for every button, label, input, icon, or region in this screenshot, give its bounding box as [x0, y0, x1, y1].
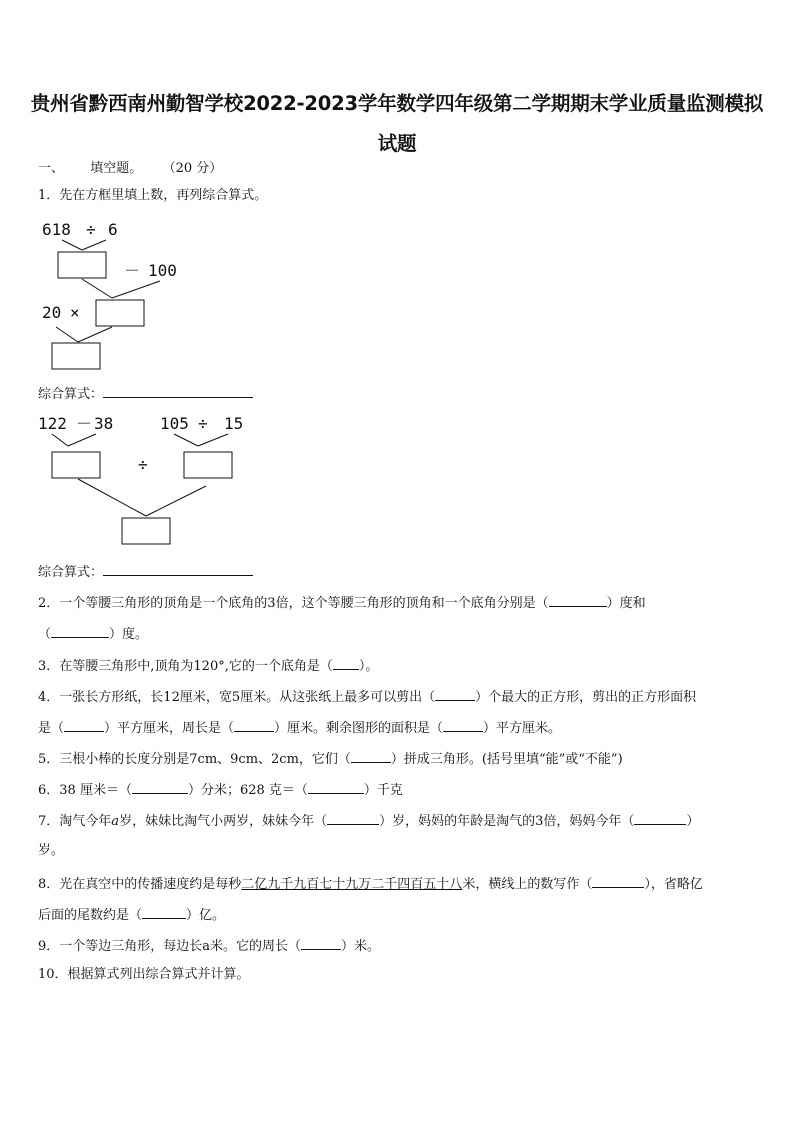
question-number: 9．	[38, 939, 60, 954]
section-name: 填空题。	[90, 161, 143, 176]
formula-label: 综合算式：	[38, 565, 104, 580]
diagram-number: 20	[42, 303, 62, 322]
question-2-cont	[38, 623, 758, 644]
diagram-number: 15	[224, 414, 244, 433]
answer-blank[interactable]	[51, 623, 109, 638]
page-title-line2: 试题	[377, 132, 417, 155]
connector-line	[68, 434, 96, 446]
question-text: ）亿。	[186, 908, 226, 923]
question-4-cont	[38, 717, 758, 738]
multiply-sign: ×	[70, 303, 80, 322]
connector-line	[78, 479, 146, 516]
answer-blank[interactable]	[308, 779, 364, 794]
question-text: 一个等边三角形，每边长a米。它的周长（	[59, 939, 302, 954]
connector-line	[78, 327, 112, 342]
connector-line	[82, 240, 106, 250]
answer-box[interactable]	[184, 452, 232, 478]
connector-line	[56, 327, 78, 342]
question-number: 3．	[38, 659, 60, 674]
answer-blank[interactable]	[435, 686, 475, 701]
connector-line	[52, 434, 68, 446]
question-text: ），省略亿	[644, 877, 703, 892]
question-5	[38, 748, 758, 769]
question-text: ）厘米。剩余图形的面积是（	[274, 721, 444, 736]
answer-blank[interactable]	[443, 717, 483, 732]
question-text: ）米。	[341, 939, 381, 954]
question-text: 38 厘米＝（	[59, 783, 132, 798]
connector-line	[112, 281, 160, 298]
question-text: ）。	[358, 659, 379, 674]
question-text: 光在真空中的传播速度约是每秒	[59, 877, 242, 892]
question-text: 岁。	[38, 843, 65, 858]
question-value: 3	[267, 596, 276, 611]
answer-blank[interactable]	[333, 655, 359, 670]
question-text: 岁，妹妹比淘气小两岁，妹妹今年（	[119, 814, 328, 829]
section-points: （20 分）	[162, 161, 223, 176]
question-text: 在等腰三角形中,顶角为120°,它的一个底角是（	[59, 659, 333, 674]
question-number: 6．	[38, 783, 60, 798]
page-title: 贵州省黔西南州勤智学校2022-2023学年数学四年级第二学期期末学业质量监测模拟	[30, 92, 764, 115]
question-text: 三根小棒的长度分别是7cm、9cm、2cm，它们（	[59, 752, 351, 767]
question-9	[38, 935, 758, 956]
connector-line	[198, 434, 228, 446]
question-number: 5．	[38, 752, 60, 767]
underlined-number-text: 二亿九千九百七十九万二千四百五十八	[241, 877, 463, 892]
question-text: ）岁，妈妈的年龄是淘气的3倍，妈妈今年（	[379, 814, 635, 829]
question-value: 5	[231, 690, 241, 705]
diagram-number: 38	[94, 414, 114, 433]
question-value: 12	[163, 690, 180, 705]
formula-label: 综合算式：	[38, 387, 104, 402]
answer-blank[interactable]	[234, 717, 274, 732]
formula-answer-line[interactable]	[103, 561, 253, 576]
answer-blank[interactable]	[351, 748, 391, 763]
answer-box[interactable]	[52, 343, 100, 369]
question-text: ）度和	[606, 596, 646, 611]
question-7	[38, 810, 758, 831]
divide-sign: ÷	[138, 455, 148, 474]
section-number: 一、	[38, 161, 65, 176]
question-text: ）	[686, 814, 700, 829]
minus-sign: －	[124, 261, 141, 280]
question-text: 淘气今年	[59, 814, 112, 829]
question-text: ）千克	[363, 783, 403, 798]
question-8-cont	[38, 904, 758, 925]
divide-sign: ÷	[198, 414, 208, 433]
question-6	[38, 779, 758, 800]
question-text: 后面的尾数约是（	[38, 908, 143, 923]
question-number: 8．	[38, 877, 60, 892]
diagram-number: 618	[42, 220, 71, 239]
question-text: 米，横线上的数写作（	[462, 877, 593, 892]
question-text: （	[38, 627, 52, 642]
answer-box[interactable]	[122, 518, 170, 544]
question-text: 倍，这个等腰三角形的顶角和一个底角分别是（	[275, 596, 549, 611]
answer-box[interactable]	[96, 300, 144, 326]
question-text: ）拼成三角形。(括号里填“能”或“不能”)	[390, 752, 623, 767]
question-4	[38, 686, 758, 707]
divide-sign: ÷	[86, 220, 96, 239]
diagram-number: 100	[148, 261, 177, 280]
question-text: ）平方厘米，周长是（	[104, 721, 235, 736]
answer-blank[interactable]	[549, 592, 607, 607]
answer-blank[interactable]	[64, 717, 104, 732]
answer-box[interactable]	[58, 252, 106, 278]
question-3	[38, 655, 758, 676]
connector-line	[62, 240, 82, 250]
answer-blank[interactable]	[634, 810, 686, 825]
question-text: 一张长方形纸，长	[59, 690, 164, 705]
question-number: 2．	[38, 596, 60, 611]
question-10	[38, 966, 758, 984]
connector-line	[146, 486, 206, 516]
variable-a: a	[111, 814, 120, 829]
question-text: 厘米，宽	[179, 690, 232, 705]
answer-blank[interactable]	[132, 779, 188, 794]
answer-blank[interactable]	[327, 810, 379, 825]
formula-row-2	[38, 561, 758, 582]
diagram-number: 122	[38, 414, 67, 433]
question-number: 1．	[38, 188, 60, 203]
question-text: ）平方厘米。	[483, 721, 562, 736]
question-text: 一个等腰三角形的顶角是一个底角的	[59, 596, 268, 611]
question-7-cont	[38, 842, 758, 860]
question-text: ）度。	[109, 627, 149, 642]
minus-sign: －	[76, 414, 93, 433]
formula-answer-line[interactable]	[103, 383, 253, 398]
question-text: 根据算式列出综合算式并计算。	[67, 967, 250, 982]
formula-row-1	[38, 383, 758, 404]
question-number: 10．	[38, 967, 68, 982]
question-text: ）分米；628 克＝（	[187, 783, 308, 798]
question-number: 4．	[38, 690, 60, 705]
question-8	[38, 873, 758, 894]
connector-line	[82, 279, 112, 298]
answer-box[interactable]	[52, 452, 100, 478]
question-text: 先在方框里填上数，再列综合算式。	[59, 188, 268, 203]
question-2	[38, 592, 758, 613]
diagram-number: 105	[160, 414, 189, 433]
question-number: 7．	[38, 814, 60, 829]
question-text: 是（	[38, 721, 65, 736]
answer-blank[interactable]	[142, 904, 186, 919]
answer-blank[interactable]	[592, 873, 644, 888]
question-text: 厘米。从这张纸上最多可以剪出（	[240, 690, 436, 705]
answer-blank[interactable]	[301, 935, 341, 950]
diagram-number: 6	[108, 220, 118, 239]
connector-line	[174, 434, 198, 446]
question-text: ）个最大的正方形，剪出的正方形面积	[475, 690, 697, 705]
